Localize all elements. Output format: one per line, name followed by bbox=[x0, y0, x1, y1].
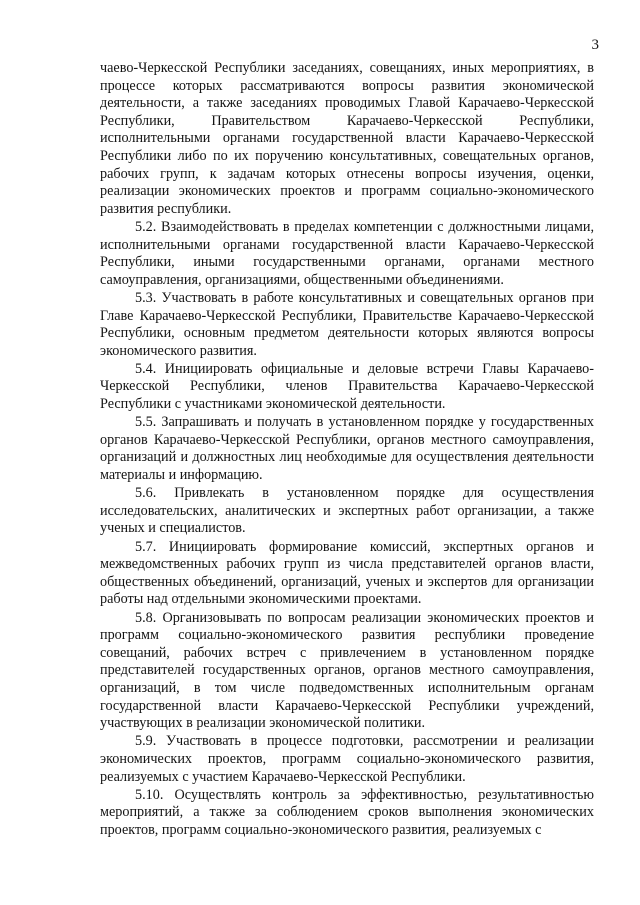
paragraph-continuation: чаево-Черкесской Республики заседаниях, совещаниях, иных мероприятиях, в процессе которых рассматриваются вопросы развития экономической деятельности, а также заседаниях проводимых Главой Карачаево-Черкесской Республики, Правительством Карачаево-Черкесской Республики, исполнительными органами государственной власти Карачаево-Черкесской Республики либо по их поручению консультативных, совещательных органов, рабочих групп, к задачам которых отнесены вопросы изучения, оценки, реализации экономических проектов и программ социально-экономического развития республики. bbox=[100, 60, 594, 217]
paragraph-5-5: 5.5. Запрашивать и получать в установленном порядке у государственных органов Карачаево-Черкесской Республики, органов местного самоуправления, организаций и должностных лиц необходимые для осуществления деятельности материалы и информацию. bbox=[100, 414, 594, 484]
paragraph-5-3: 5.3. Участвовать в работе консультативных и совещательных органов при Главе Карачаево-Черкесской Республики, Правительстве Карачаево-Черкесской Республики, основным предметом деятельности которых являются вопросы экономического развития. bbox=[100, 289, 594, 359]
document-body bbox=[100, 60, 594, 840]
page-number: 3 bbox=[591, 37, 599, 53]
paragraph-5-9: 5.9. Участвовать в процессе подготовки, рассмотрении и реализации экономических проектов, программ социально-экономического развития, реализуемых с участием Карачаево-Черкесской Республики. bbox=[100, 733, 594, 785]
paragraph-5-7: 5.7. Инициировать формирование комиссий, экспертных органов и межведомственных рабочих групп из числа представителей органов власти, общественных объединений, организаций, ученых и экспертов для организации работы над отдельными экономическими проектами. bbox=[100, 538, 594, 608]
paragraph-5-2: 5.2. Взаимодействовать в пределах компетенции с должностными лицами, исполнительными органами государственной власти Карачаево-Черкесской Республики, иными государственными органами, органами местного самоуправления, организациями, общественными объединениями. bbox=[100, 218, 594, 288]
paragraph-5-6: 5.6. Привлекать в установленном порядке для осуществления исследовательских, аналитических и экспертных работ организации, а также ученых и специалистов. bbox=[100, 485, 594, 537]
paragraph-5-10: 5.10. Осуществлять контроль за эффективностью, результативностью мероприятий, а также за соблюдением сроков выполнения экономических проектов, программ социально-экономического развития, реализуемых с bbox=[100, 786, 594, 838]
paragraph-5-4: 5.4. Инициировать официальные и деловые встречи Главы Карачаево-Черкесской Республики, членов Правительства Карачаево-Черкесской Республики с участниками экономической деятельности. bbox=[100, 360, 594, 413]
paragraph-5-8: 5.8. Организовывать по вопросам реализации экономических проектов и программ социально-экономического развития республики проведение совещаний, рабочих встреч с привлечением в установленном порядке представителей государственных органов, органов местного самоуправления, организаций, в том числе подведомственных исполнительным органам государственной власти Карачаево-Черкесской Республики учреждений, участвующих в реализации экономической политики. bbox=[100, 609, 594, 732]
